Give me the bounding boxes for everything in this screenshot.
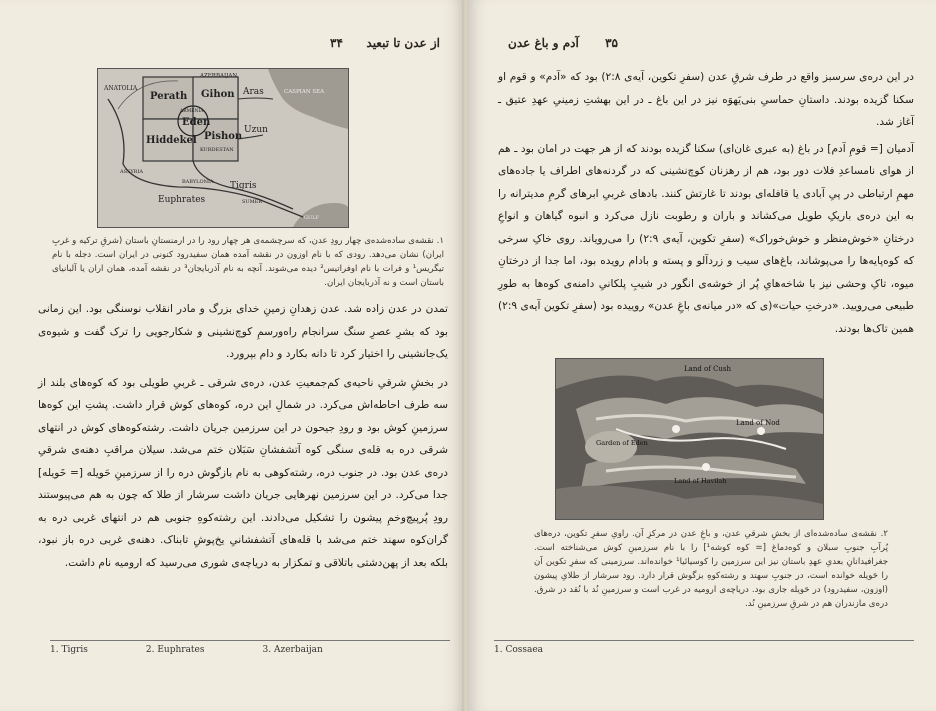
footnote: 2. Euphrates [145, 645, 205, 655]
right-page [468, 0, 936, 711]
paragraph: در بخشِ شرقیِ ناحیه‌ی کم‌جمعیتِ عدن، دره‌ی شرقی ـ غربیِ طویلی بود که کوه‌های بلند از سه طرف احاطه‌اش می‌کرد. در شمالِ این دره، کوه‌های کوش قرار داشت. پشتِ این کوه‌ها سرزمینِ کوش بود و رودِ جیحون در این سرزمین جریان داشت. رشته‌کوه‌های کوش در انتهای شرقی دره به قله‌ی سنگی کوه آتشفشانِ سَبَلان ختم می‌شد. سیلان مراقبِ دهنه‌ی شرقیِ دره‌ی عدن بود. در جنوب دره، رشته‌کوهی به نام بازگوش دره را از سرزمینِ حَویله [= خَویله] جدا می‌کرد. در این سرزمین نهرهایی جریان داشت سرشار از طلا که چون به هم می‌پیوستند رودِ پُرپیچ‌وخمِ پیشون را تشکیل می‌دادند. این رشته‌کوهِ جنوبی هم در انتهای غربی دره به گران‌کوه سهند ختم می‌شد با قله‌های آتشفشانیِ یخ‌پوشِ تابناک. دهنه‌ی غربی دره باز نبود، بلکه بعد از پهن‌دشتی باتلاقی و تمکزار به دریاچه‌ی شوری می‌رسید که ارومیه نام داشت. [38, 376, 448, 569]
paragraph: آدمیان [= قومِ آدم] در باغ (به عبری غان‌ای) سکنا گزیده بودند که از هر جهت در امان بود ـ هم از هوای نامساعدِ فلات دور بود، هم از رهزنان کوچ‌نشینی که در گردنه‌های اطراف یا جاده‌های مهمِ ارتباطی در پیِ آبادی یا قافله‌ای بودند تا غارتش کنند. بادهای غربیِ ابرهای گرمِ مدیترانه را به این دره‌ی باریکِ طویل می‌کشاند و باران و رطوبت نازل می‌کرد و انبوه گیاهان و انواعِ درختانِ «خوش‌منظر و خوش‌خوراک» (سفرِ تکوین، آیه‌ی ۲:۹) را می‌رویاند. روی خاکِ سرخی که کوه‌پایه‌ها را می‌پوشاند، باغ‌های سیب و زردآلو و پسته و بادام رویده بود، اما جدا از درختانِ میوه، تاکِ وحشی نیز با شاخه‌هایِ پُر از خوشه‌ی انگور در شیبِ پلکانیِ دامنه‌ی کوه‌ها به طورِ طبیعی می‌رویید. «درختِ حیات»(ی که «در میانه‌ی باغِ عدن» روییده بود (سفرِ تکوین آیه‌ی ۲:۹) همین تاک‌ها بودند. [498, 142, 914, 335]
map-label-uzun: Uzun [244, 125, 268, 135]
map-label-cush: Land of Cush [684, 365, 732, 373]
map-label-gihon: Gihon [201, 89, 235, 100]
left-running-head [330, 36, 440, 50]
footnote: 3. Azerbaijan [262, 645, 323, 655]
right-body-text [498, 66, 914, 340]
left-running-title: از عدن تا تبعید [366, 36, 440, 50]
paragraph: تمدن در عدن زاده شد. عدن زهدانِ زمینِ خدای بزرگ و مادر انقلاب نوسنگی بود. این زمانی بود که بشرِ عصرِ سنگ سرانجام راه‌ورسمِ کوچ‌نشینی و شکارجویی را ترک گفت و شیوه‌ی یک‌جانشینی را اختیار کرد تا دانه بکارد و دام بپرورد. [38, 303, 448, 360]
paragraph: در این دره‌ی سرسبز واقع در طرف شرقِ عدن (سفرِ تکوین، آیه‌ی ۲:۸) بود که «آدم» و قوم او سکنا گزیده بودند. داستانِ حماسیِ بنی‌یَهوَه نیز در این باغ ـ در این بهشتِ زمینیِ عهدِ عتیق ـ آغاز شد. [498, 71, 914, 128]
map-label-aras: Aras [243, 87, 264, 97]
map-label-sumer: SUMER [242, 199, 263, 205]
map-label-havilah: Land of Havilah [674, 477, 727, 485]
map-label-hiddekel: Hiddekel [146, 135, 197, 146]
map-label-nod: Land of Nod [736, 419, 780, 427]
map-label-azerbaijan: AZERBAIJAN [200, 73, 238, 79]
right-footnotes [494, 640, 914, 655]
left-footnotes [50, 640, 450, 655]
right-running-head [508, 36, 618, 50]
map-label-perath: Perath [150, 91, 188, 102]
map-label-assyria: ASSYRIA [120, 169, 144, 175]
map-label-pishon: Pishon [204, 131, 243, 142]
map-label-kurdestan: KURDESTAN [200, 147, 234, 153]
map-label-babylonia: BABYLONIA [182, 179, 214, 185]
map-label-garden: Garden of Eden [596, 439, 648, 447]
figure-1-caption: ۱. نقشه‌ی ساده‌شده‌ی چهار رودِ عدن، که سرچشمه‌ی هر چهار رود را در ارمنستانِ باستان (شرقِ ترکیه و غربِ ایران) نشان می‌دهد. رودی که با نام اوزون در نقشه آمده همان سفیدرود کنونی در ایران است. دجله با نام تیگریس¹ و فرات با نام اوفراتیس² دیده می‌شوند. آنچه به نام آذربایجان³ در نقشه آمده، همان اران یا آلبانیای باستان است و نه آذربایجان ایران. [52, 236, 444, 288]
eden-relief-map [555, 358, 824, 520]
map-label-gulf: GULF [304, 215, 319, 221]
map-label-caspian: CASPIAN SEA [284, 89, 325, 95]
footnote: 1. Tigris [50, 645, 88, 655]
right-running-title: آدم و باغ عدن [508, 36, 579, 50]
footnote: 1. Cossaea [494, 645, 544, 655]
left-body-text [38, 298, 448, 574]
map-label-euphrates: Euphrates [158, 195, 206, 205]
map-label-eden: Eden [182, 117, 211, 128]
left-page-number: ۳۴ [330, 36, 343, 50]
map-label-tigris: Tigris [230, 181, 257, 191]
left-page [0, 0, 464, 711]
right-page-number: ۳۵ [605, 36, 618, 50]
figure-2-caption: ۲. نقشه‌ی ساده‌شده‌ای از بخشِ شرقیِ عدن، و باغِ عدن در مرکزِ آن. راویِ سفرِ تکوین، دره‌های پُرآبِ جنوبِ سبلان و کوه‌دماغ [= کوه کوشه¹] را با نام سرزمینِ کوش می‌شناخته است. جغرافیدانانِ بعدیِ عهدِ باستان نیز این سرزمین را کوسیائیا¹ خوانده‌اند. سرزمینی که سفرِ تکوین آن را حَویله خوانده است، در جنوبِ سهند و رشته‌کوهِ بزگوش قرار دارد. رود سرشار از طلایِ پیشون (اوزون، سفیدرود) در حَویله جاری بود. دریاچه‌ی ارومیه در غرب است و سرزمینِ نُد با نُقد در شرق. دره‌ی مازندران هم در شرقِ سرزمینِ نُد. [534, 529, 889, 609]
map-label-anatolia: ANATOLIA [104, 85, 138, 92]
four-rivers-map [97, 68, 349, 228]
map-label-armenia: ARMENIA [180, 109, 204, 114]
